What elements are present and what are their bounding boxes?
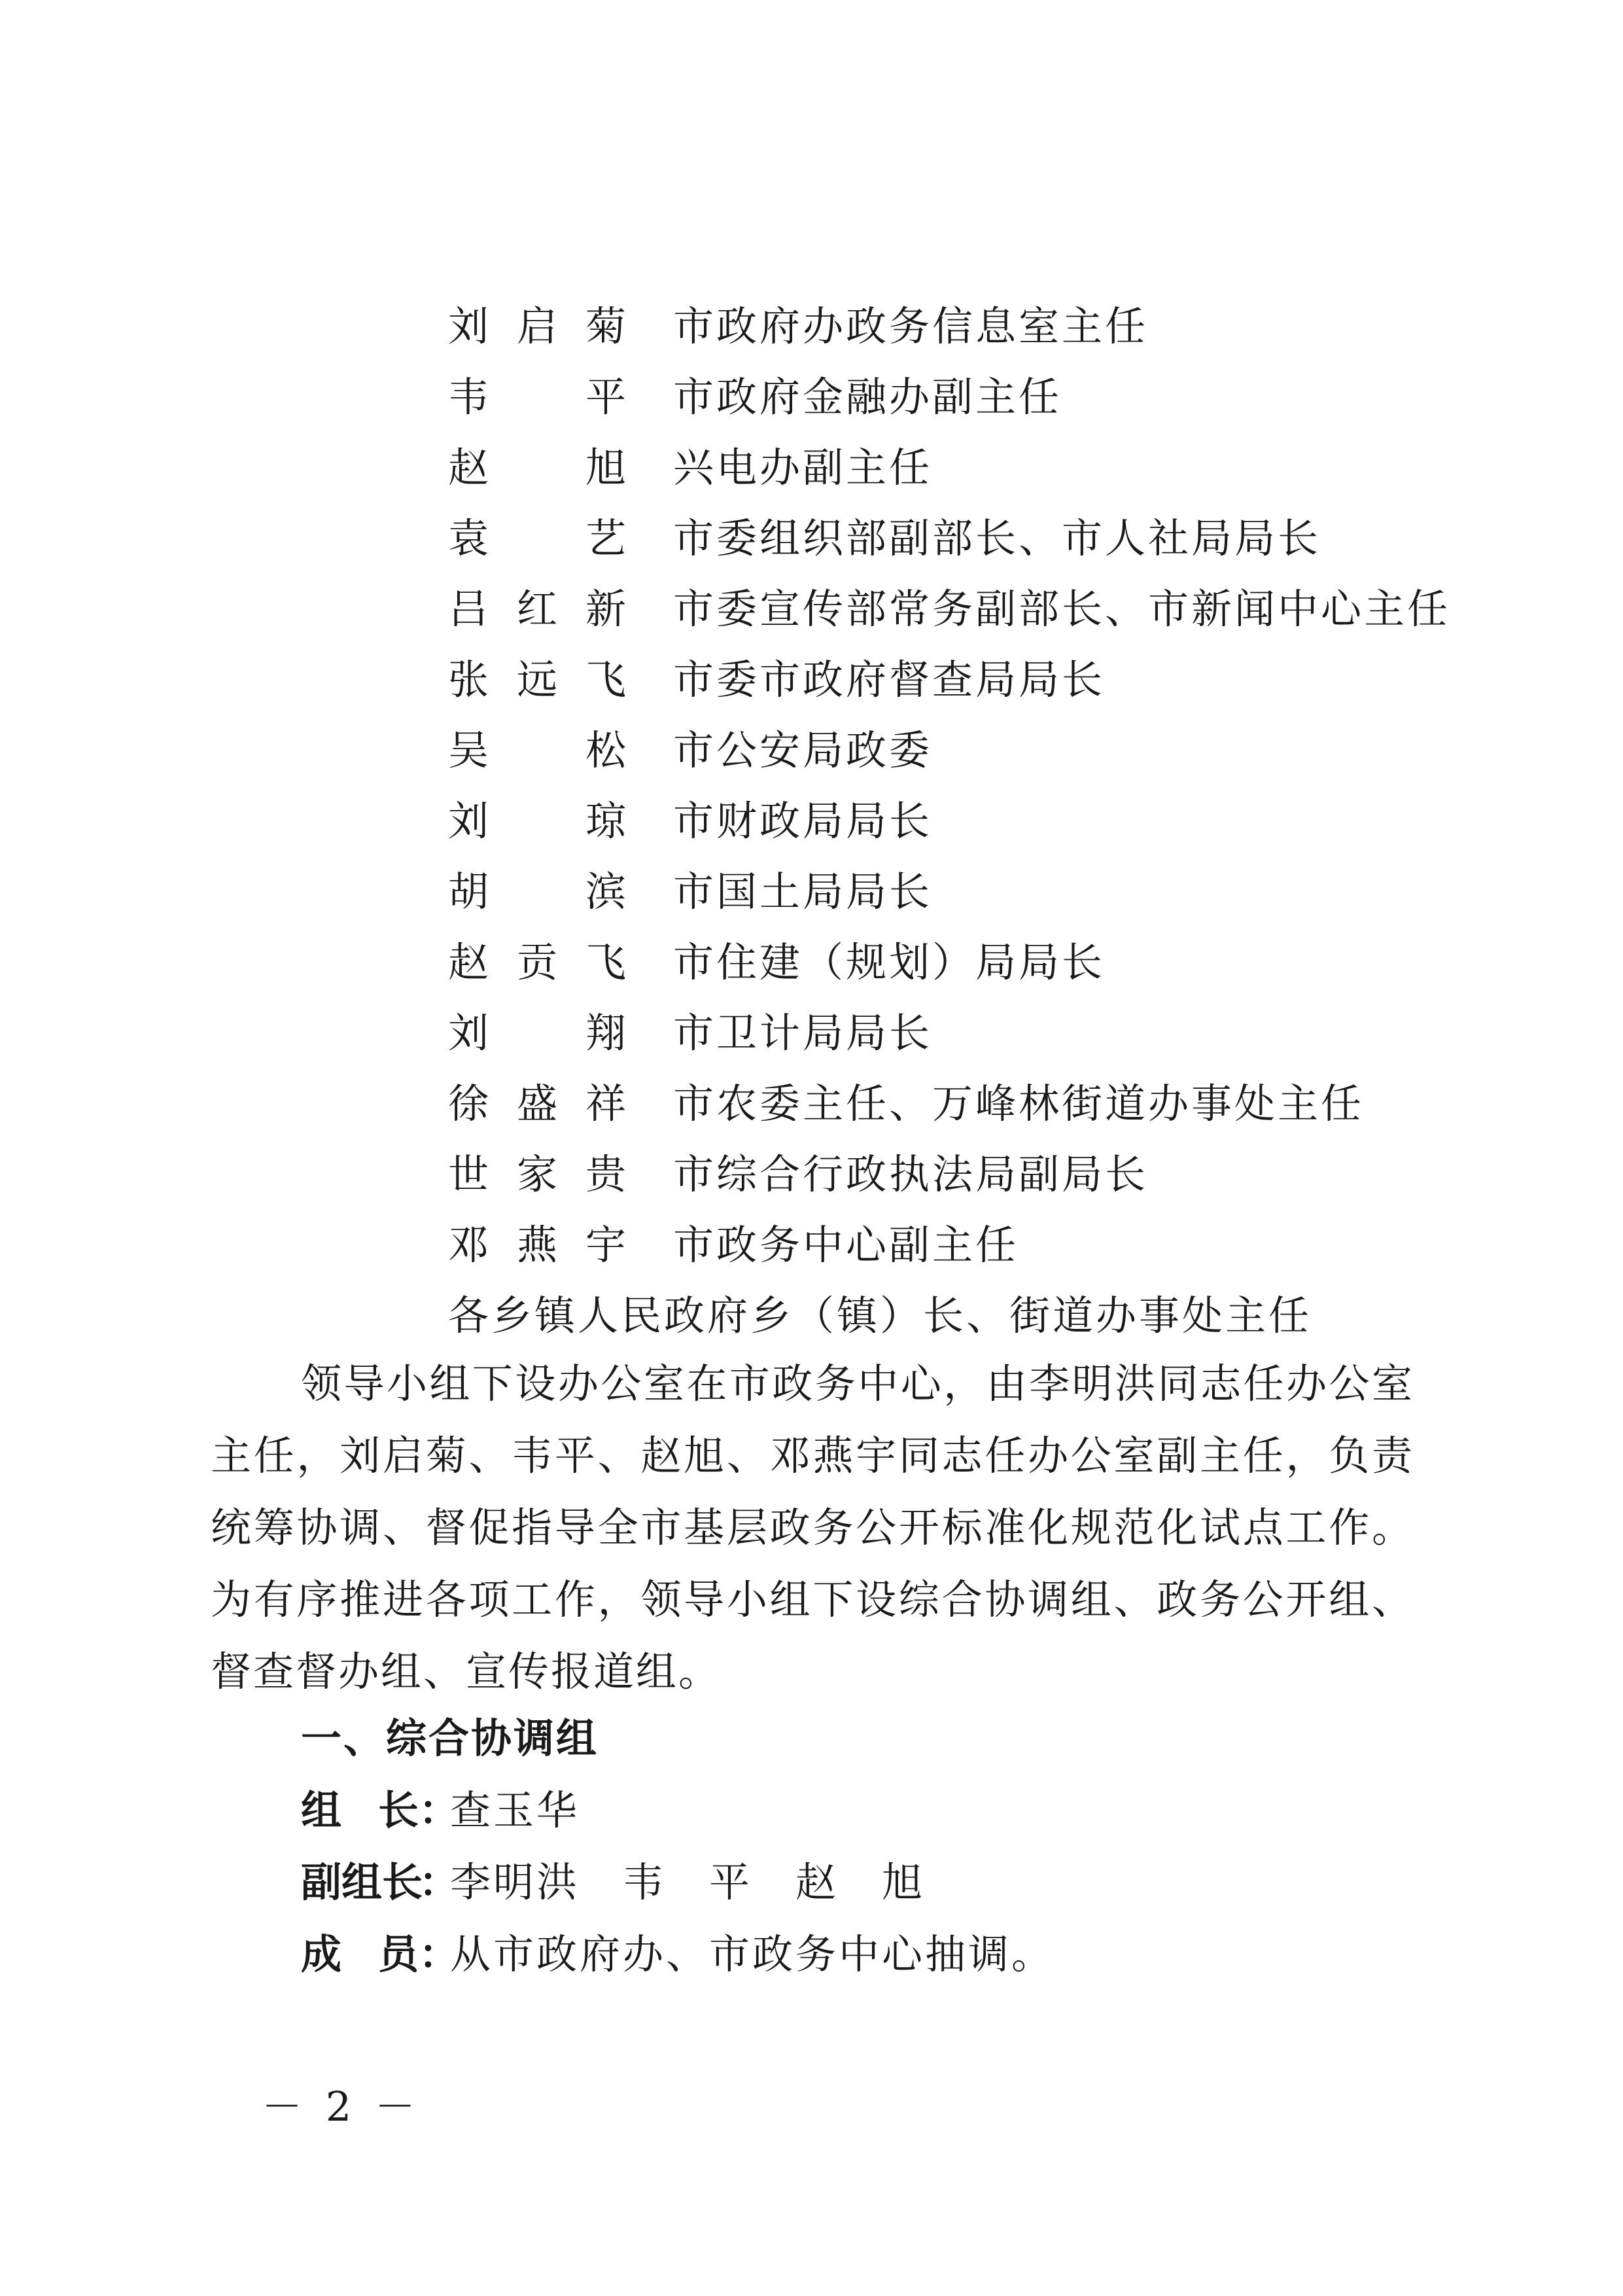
member-row <box>448 927 1527 998</box>
member-name: 胡滨 <box>448 868 626 915</box>
member-row <box>448 433 1527 503</box>
member-row <box>448 857 1527 927</box>
member-name: 赵旭 <box>448 444 626 491</box>
colon: ： <box>419 1858 460 1906</box>
member-name: 吴松 <box>448 726 626 774</box>
member-title: 市政府金融办副主任 <box>673 373 1062 421</box>
group-members-value: 从市政府办、市政务中心抽调。 <box>450 1930 1055 1978</box>
member-title: 兴电办副主任 <box>673 444 933 491</box>
member-name: 刘琼 <box>448 797 626 845</box>
member-title: 市公安局政委 <box>673 726 933 774</box>
member-row <box>448 503 1527 574</box>
member-row-tail <box>448 1280 1527 1351</box>
member-title: 市国土局局长 <box>673 868 933 915</box>
member-row <box>448 1069 1527 1139</box>
member-row <box>448 645 1527 715</box>
member-title: 市委宣传部常务副部长、市新闻中心主任 <box>673 585 1451 633</box>
member-row <box>448 786 1527 857</box>
group-leader-value: 查玉华 <box>450 1786 580 1834</box>
group-members-label: 成员 <box>301 1930 419 1978</box>
member-row <box>448 574 1527 645</box>
member-title: 市政府办政务信息室主任 <box>673 302 1149 350</box>
members-tail-text: 各乡镇人民政府乡（镇）长、街道办事处主任 <box>448 1292 1312 1339</box>
member-title: 市委组织部副部长、市人社局局长 <box>673 514 1321 562</box>
member-name: 张远飞 <box>448 656 626 703</box>
member-list <box>448 291 1527 1351</box>
colon: ： <box>419 1930 460 1978</box>
member-name: 世家贵 <box>448 1150 626 1198</box>
group-members-row <box>301 1918 1055 1990</box>
office-paragraph: 领导小组下设办公室在市政务中心，由李明洪同志任办公室主任，刘启菊、韦平、赵旭、邓燕宇同志任办公室副主任，负责统筹协调、督促指导全市基层政务公开标准化规范化试点工作。为有序推进各项工作，领导小组下设综合协调组、政务公开组、督查督办组、宣传报道组。 <box>211 1360 1414 1695</box>
member-title: 市住建（规划）局局长 <box>673 938 1106 986</box>
member-name: 邓燕宇 <box>448 1221 626 1269</box>
group-leader-label: 组长 <box>301 1786 419 1834</box>
member-name: 刘翔 <box>448 1009 626 1057</box>
member-name: 赵贡飞 <box>448 938 626 986</box>
group-deputy-label: 副组长 <box>301 1858 423 1906</box>
member-row <box>448 362 1527 433</box>
member-title: 市政务中心副主任 <box>673 1221 1019 1269</box>
member-name: 吕红新 <box>448 585 626 633</box>
group-deputy-value: 李明洪 韦 平 赵 旭 <box>450 1858 926 1906</box>
member-row <box>448 1139 1527 1210</box>
member-title: 市农委主任、万峰林街道办事处主任 <box>673 1080 1365 1127</box>
member-row <box>448 715 1527 786</box>
member-row <box>448 1210 1527 1280</box>
member-title: 市财政局局长 <box>673 797 933 845</box>
colon: ： <box>419 1786 460 1834</box>
member-name: 刘启菊 <box>448 302 626 350</box>
member-name: 徐盛祥 <box>448 1080 626 1127</box>
member-row <box>448 998 1527 1069</box>
group-deputy-row <box>301 1846 925 1918</box>
member-row <box>448 291 1527 362</box>
member-title: 市委市政府督查局局长 <box>673 656 1106 703</box>
member-name: 韦平 <box>448 373 626 421</box>
group-leader-row <box>301 1775 580 1846</box>
section-heading: 一、综合协调组 <box>301 1714 599 1762</box>
member-title: 市卫计局局长 <box>673 1009 933 1057</box>
member-title: 市综合行政执法局副局长 <box>673 1150 1149 1198</box>
member-name: 袁艺 <box>448 514 626 562</box>
page-number: － 2 － <box>262 2083 421 2130</box>
